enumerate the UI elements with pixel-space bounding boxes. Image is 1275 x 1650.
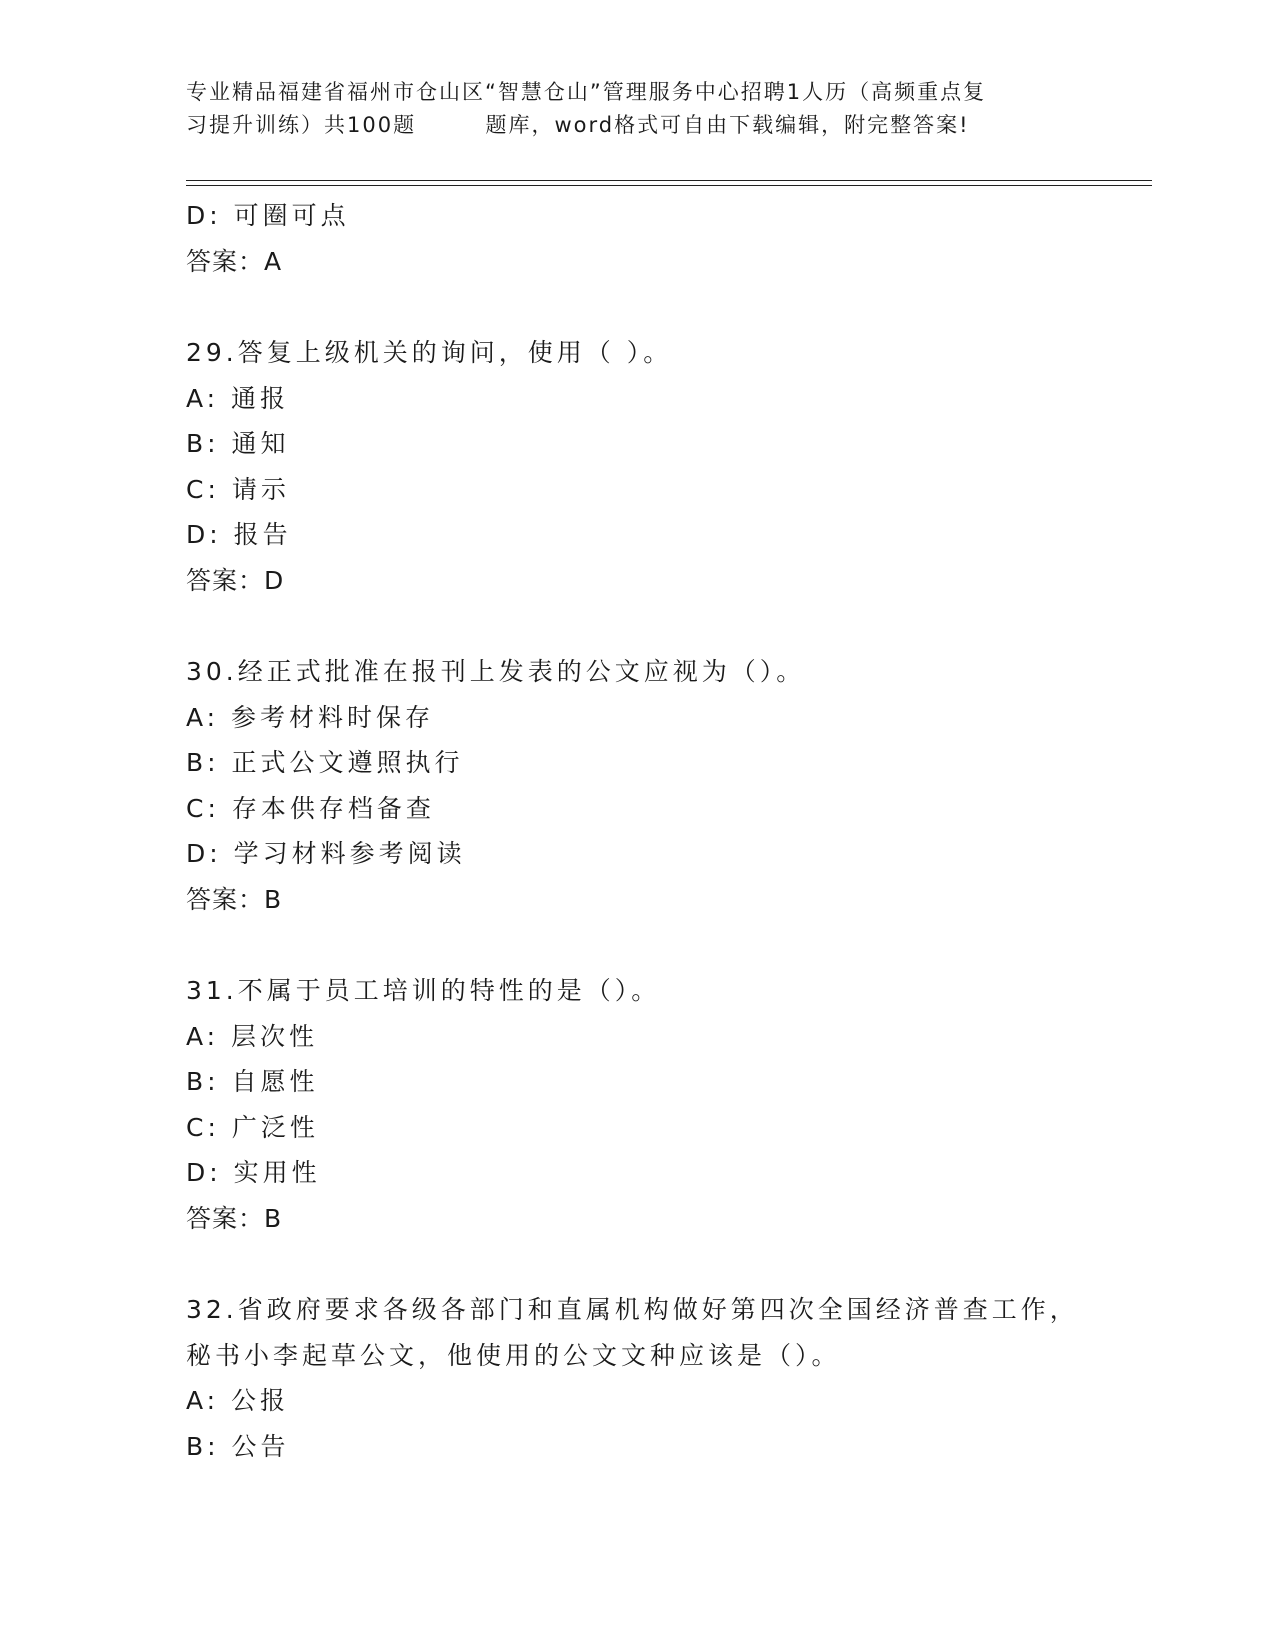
option-d: D: 实用性 [186, 1158, 321, 1187]
answer-line: 答案：B [186, 1203, 283, 1233]
option-c: C: 请示 [186, 474, 290, 504]
option-b: B: 正式公文遵照执行 [186, 748, 464, 777]
header-divider-bottom [186, 185, 1152, 186]
answer-line: 答案：A [186, 246, 283, 276]
header-line-1: 专业精品福建省福州市仓山区“智慧仓山”管理服务中心招聘1人历（高频重点复 [186, 80, 987, 104]
header-divider-top [186, 180, 1152, 181]
answer-line: 答案：B [186, 884, 283, 914]
document-header [186, 76, 1086, 142]
option-d: D: 报告 [186, 520, 292, 549]
option-a: A: 参考材料时保存 [186, 702, 435, 732]
answer-line: 答案：D [186, 565, 285, 595]
option-d: D: 可圈可点 [186, 201, 350, 230]
option-d: D: 学习材料参考阅读 [186, 839, 466, 868]
question-31 [186, 968, 1152, 1241]
option-b: B: 通知 [186, 429, 290, 458]
question-29 [186, 330, 1152, 603]
option-c: C: 广泛性 [186, 1112, 319, 1142]
question-stem: 29.答复上级机关的询问，使用（ ）。 [186, 338, 673, 367]
question-32 [186, 1287, 1152, 1469]
question-stem-line-2: 秘书小李起草公文，他使用的公文文种应该是（）。 [186, 1340, 841, 1370]
option-b: B: 自愿性 [186, 1067, 319, 1096]
question-stem: 31.不属于员工培训的特性的是（）。 [186, 976, 661, 1005]
option-a: A: 层次性 [186, 1021, 319, 1051]
question-stem: 30.经正式批准在报刊上发表的公文应视为（）。 [186, 657, 806, 686]
question-stem-line-1: 32.省政府要求各级各部门和直属机构做好第四次全国经济普查工作， [186, 1295, 1079, 1324]
option-b: B: 公告 [186, 1431, 290, 1461]
question-30 [186, 649, 1152, 922]
option-a: A: 公报 [186, 1386, 290, 1415]
question-list [186, 193, 1152, 1469]
header-line-2: 习提升训练）共100题 题库，word格式可自由下载编辑，附完整答案! [186, 113, 970, 137]
option-c: C: 存本供存档备查 [186, 793, 435, 823]
option-a: A: 通报 [186, 383, 290, 413]
